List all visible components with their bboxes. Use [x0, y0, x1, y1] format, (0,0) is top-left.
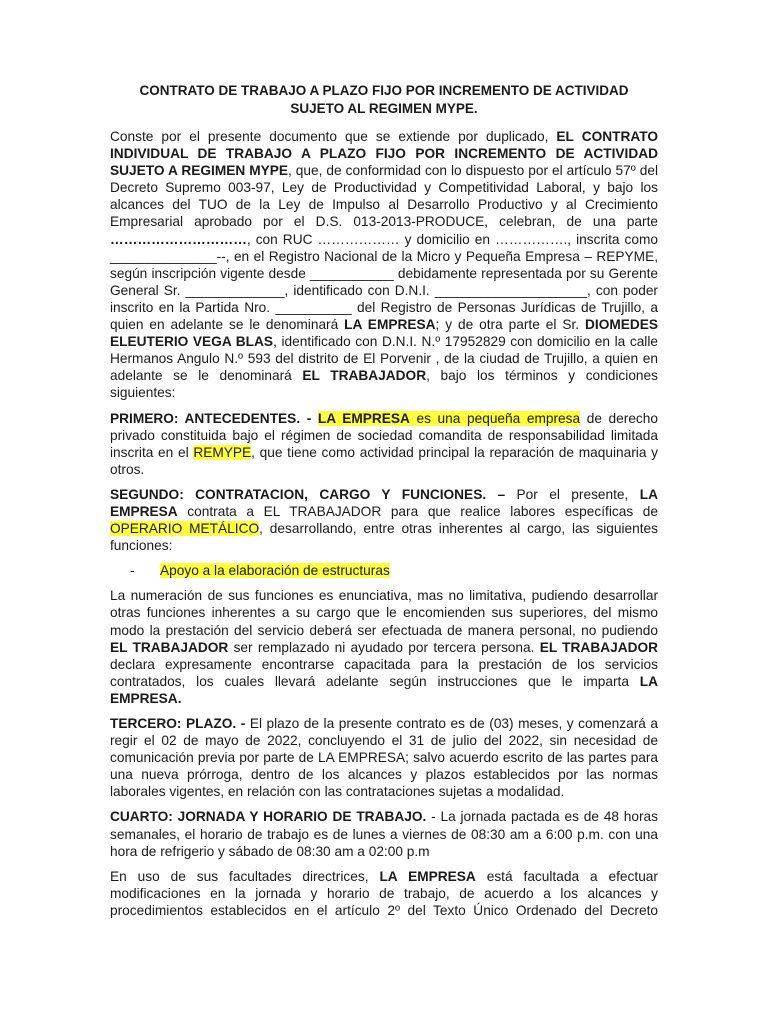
el-trabajador-term: EL TRABAJADOR — [302, 368, 427, 384]
segundo-p2-bold-1: EL TRABAJADOR — [110, 639, 229, 655]
clause-cuarto-heading: CUARTO: JORNADA Y HORARIO DE TRABAJO. — [110, 809, 427, 825]
primero-text-2: , que tiene como actividad principal la reparación de maquinaria y otros. — [110, 444, 658, 477]
cuarto-p2-bold-1: LA EMPRESA — [379, 868, 476, 884]
cuarto-paragraph-2 — [110, 868, 658, 919]
segundo-p2-text-2: ser remplazado ni ayudado por tercera persona. — [228, 639, 540, 655]
tercero-text: El plazo de la presente contrato es de (03) meses, y comenzará a regir el 02 de mayo de 2022, concluyendo el 31 de julio del 2022, sin necesidad de comunicación previa por parte de LA EMPRESA; salvo acuerdo escrito de las partes para una nueva prórroga, dentro de los alcances y plazos establecidos por las normas laborales vigentes, en relación con las contrataciones sujetas a modalidad. — [110, 716, 659, 800]
segundo-text-3: , desarrollando, entre otras inherentes al cargo, las siguientes funciones: — [110, 521, 659, 554]
intro-paragraph — [110, 128, 658, 402]
intro-text-3: , con RUC ……………… y domicilio en ……………., inscrita como ______________--, en el Registro Nacional de la Micro y Pequeña Empresa – REPYME, según inscripción vigente desde ___________ debidamente representada por su Gerente General Sr. _____________, identificado con D.N.I. ____________________, con poder inscrito en la Partida Nro. __________ del Registro de Personas Jurídicas de Trujillo, a quien en adelante se le denominará — [110, 231, 658, 333]
segundo-p2-text-1: La numeración de sus funciones es enunciativa, mas no limitativa, pudiendo desarrollar otras funciones inherentes a su cargo que le encomienden sus superiores, del mismo modo la prestación del servicio deberá ser efectuada de manera personal, no pudiendo — [110, 588, 658, 638]
highlight-remype: REMYPE — [193, 444, 252, 460]
cuarto-p2-text-2: está facultada a efectuar modificaciones en la jornada y horario de trabajo, de acuerdo a los alcances y procedimientos establecidos en el artículo 2º del Texto Único Ordenado del Decreto — [110, 868, 658, 918]
function-bullet — [110, 562, 658, 579]
highlight-pequena-empresa: es una pequeña empresa — [409, 410, 581, 426]
intro-text-2: , que, de conformidad con lo dispuesto por el artículo 57º del Decreto Supremo 003-97, Ley de Productividad y Competitividad Laboral, y bajo los alcances del TUO de la Ley de Impulso al Desarrollo Productivo y al Crecimiento Empresarial aprobado por el D.S. 013-2013-PRODUCE, celebran, de una parte — [110, 163, 658, 230]
contract-name: EL CONTRATO INDIVIDUAL DE TRABAJO A PLAZO FIJO POR INCREMENTO DE ACTIVIDAD SUJETO A REGIMEN MYPE — [110, 129, 658, 179]
clause-tercero-heading: TERCERO: PLAZO. - — [110, 716, 246, 731]
title-line-2: SUJETO AL REGIMEN MYPE. — [290, 101, 478, 116]
primero-text-1: de derecho privado constituida bajo el régimen de sociedad comandita de responsabilidad limitada inscrita en el — [110, 410, 659, 460]
bullet-dash: - — [130, 563, 135, 579]
segundo-p2-bold-2: EL TRABAJADOR — [539, 639, 658, 655]
company-name-blank: ………………………… — [110, 231, 247, 247]
clause-primero-heading: PRIMERO: ANTECEDENTES. - — [110, 410, 318, 426]
segundo-p2-text-3: declara expresamente encontrarse capacitada para la prestación de los servicios contratados, los cuales llevará adelante según instrucciones que le imparta — [110, 656, 658, 689]
segundo-text-2: contrata a EL TRABAJADOR para que realice labores específicas de — [177, 503, 658, 519]
cuarto-p2-text-1: En uso de sus facultades directrices, — [110, 868, 380, 884]
clause-primero — [110, 410, 658, 478]
worker-name: DIOMEDES ELEUTERIO VEGA BLAS — [110, 317, 659, 350]
clause-cuarto — [110, 808, 658, 859]
clause-tercero — [110, 715, 658, 800]
title-line-1: CONTRATO DE TRABAJO A PLAZO FIJO POR INCREMENTO DE ACTIVIDAD — [139, 83, 629, 98]
intro-text-6: , bajo los términos y condiciones siguientes: — [110, 368, 658, 401]
cuarto-text: - La jornada pactada es de 48 horas semanales, el horario de trabajo es de lunes a viernes de 08:30 am a 6:00 p.m. con una hora de refrigerio y sábado de 08:30 am a 02:00 p.m — [110, 809, 659, 859]
highlight-operario-metalico: OPERARIO METÁLICO — [110, 521, 260, 537]
intro-text-4: ; y de otra parte el Sr. — [435, 317, 585, 333]
highlight-la-empresa: LA EMPRESA — [317, 410, 410, 426]
clause-segundo — [110, 486, 658, 554]
document-title — [110, 82, 658, 118]
intro-text-5: , identificado con D.N.I. N.º 17952829 con domicilio en la calle Hermanos Angulo N.º 593 del distrito de El Porvenir , de la ciudad de Trujillo, a quien en adelante se le denominará — [110, 334, 658, 384]
document-body — [110, 82, 658, 927]
segundo-text-1: Por el presente, — [505, 486, 640, 502]
la-empresa-term: LA EMPRESA — [344, 317, 436, 333]
function-item: Apoyo a la elaboración de estructuras — [160, 563, 390, 579]
clause-segundo-heading: SEGUNDO: CONTRATACION, CARGO Y FUNCIONES. – — [110, 486, 506, 502]
intro-text-1: Conste por el presente documento que se extiende por duplicado, — [110, 129, 557, 144]
segundo-la-empresa: LA EMPRESA — [110, 486, 658, 519]
segundo-paragraph-2 — [110, 587, 658, 707]
segundo-p2-bold-3: LA EMPRESA. — [110, 673, 658, 706]
